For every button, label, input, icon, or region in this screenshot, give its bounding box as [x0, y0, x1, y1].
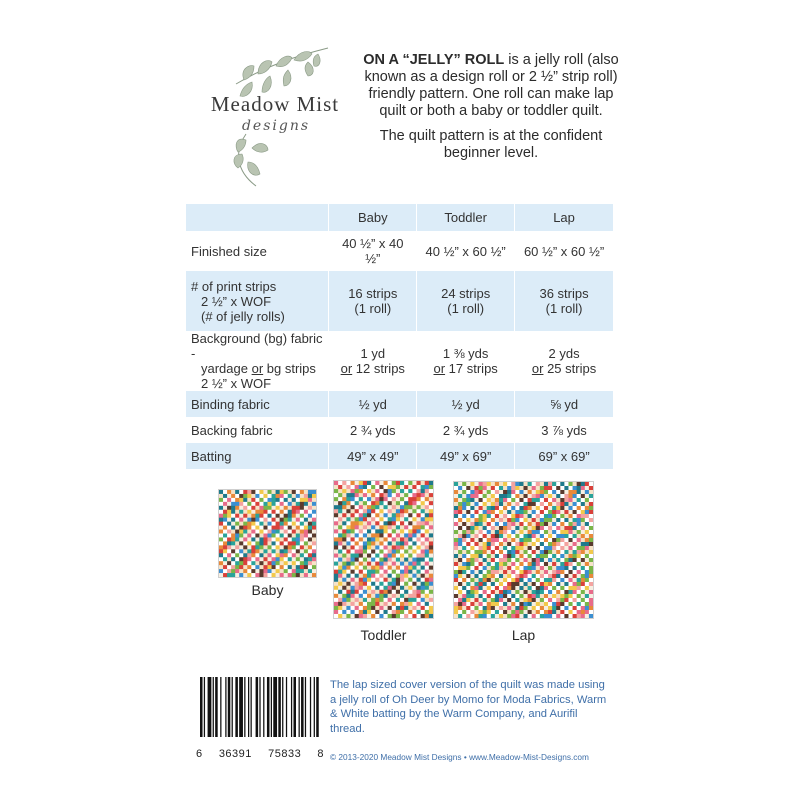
barcode-digits: 6 36391 75833 8 — [196, 748, 324, 760]
cell-toddler: 40 ½” x 60 ½” — [417, 231, 515, 271]
cell-toddler: ½ yd — [417, 391, 515, 417]
row-label: Finished size — [186, 231, 329, 271]
table-row-binding — [186, 391, 614, 417]
header-toddler: Toddler — [417, 204, 515, 231]
table-row-backing — [186, 417, 614, 443]
row-label: Backing fabric — [186, 417, 329, 443]
header-baby: Baby — [329, 204, 417, 231]
cell-baby: ½ yd — [329, 391, 417, 417]
meadow-mist-logo — [196, 36, 356, 196]
requirements-table — [186, 204, 614, 469]
cell-lap: 2 yds or 25 strips — [515, 331, 614, 391]
lap-quilt-image — [453, 481, 594, 619]
skill-level-text: The quilt pattern is at the confident beginner level. — [379, 128, 603, 161]
cell-toddler: 2 ¾ yds — [417, 417, 515, 443]
header-lap: Lap — [515, 204, 614, 231]
cell-lap: ⅝ yd — [515, 391, 614, 417]
cell-toddler: 24 strips (1 roll) — [417, 271, 515, 331]
copyright-text: © 2013-2020 Meadow Mist Designs • www.Meadow-Mist-Designs.com — [330, 752, 589, 762]
toddler-quilt-image — [333, 480, 434, 619]
header-empty — [186, 204, 329, 231]
brand-name: Meadow Mist — [210, 92, 340, 116]
row-label: Batting — [186, 443, 329, 469]
cell-lap: 36 strips (1 roll) — [515, 271, 614, 331]
pattern-title: ON A “JELLY” ROLL — [363, 52, 505, 68]
credit-text: The lap sized cover version of the quilt was made using a jelly roll of Oh Deer by Momo for Moda Fabrics, Warm & White batting by the Warm Company, and Aurifil thread. — [330, 679, 607, 735]
cell-lap: 69” x 69” — [515, 443, 614, 469]
table-row-batting — [186, 443, 614, 469]
cell-baby: 2 ¾ yds — [329, 417, 417, 443]
intro-text: is a jelly roll (also known as a design roll or 2 ½” strip roll) friendly pattern. One roll can make lap quilt or both a baby or toddler quilt. — [364, 52, 619, 119]
cell-baby: 16 strips (1 roll) — [329, 271, 417, 331]
row-label: Background (bg) fabric - yardage or bg strips 2 ½” x WOF — [186, 331, 329, 391]
row-label: # of print strips 2 ½” x WOF (# of jelly rolls) — [186, 271, 329, 331]
intro-paragraph — [356, 52, 626, 120]
cell-lap: 3 ⅞ yds — [515, 417, 614, 443]
upc-barcode — [200, 677, 320, 737]
cell-lap: 60 ½” x 60 ½” — [515, 231, 614, 271]
toddler-quilt-label: Toddler — [360, 627, 407, 643]
cell-baby: 49” x 49” — [329, 443, 417, 469]
brand-subtitle: designs — [241, 118, 311, 134]
cell-toddler: 1 ⅜ yds or 17 strips — [417, 331, 515, 391]
table-header-row — [186, 204, 614, 231]
lap-quilt-label: Lap — [511, 627, 536, 643]
baby-quilt-label: Baby — [251, 582, 284, 598]
baby-quilt-image — [218, 489, 317, 578]
cell-baby: 1 yd or 12 strips — [329, 331, 417, 391]
table-row-background-fabric — [186, 331, 614, 391]
table-row-print-strips — [186, 271, 614, 331]
cell-toddler: 49” x 69” — [417, 443, 515, 469]
cell-baby: 40 ½” x 40 ½” — [329, 231, 417, 271]
pattern-intro — [356, 52, 626, 162]
table-row-finished-size — [186, 231, 614, 271]
row-label: Binding fabric — [186, 391, 329, 417]
